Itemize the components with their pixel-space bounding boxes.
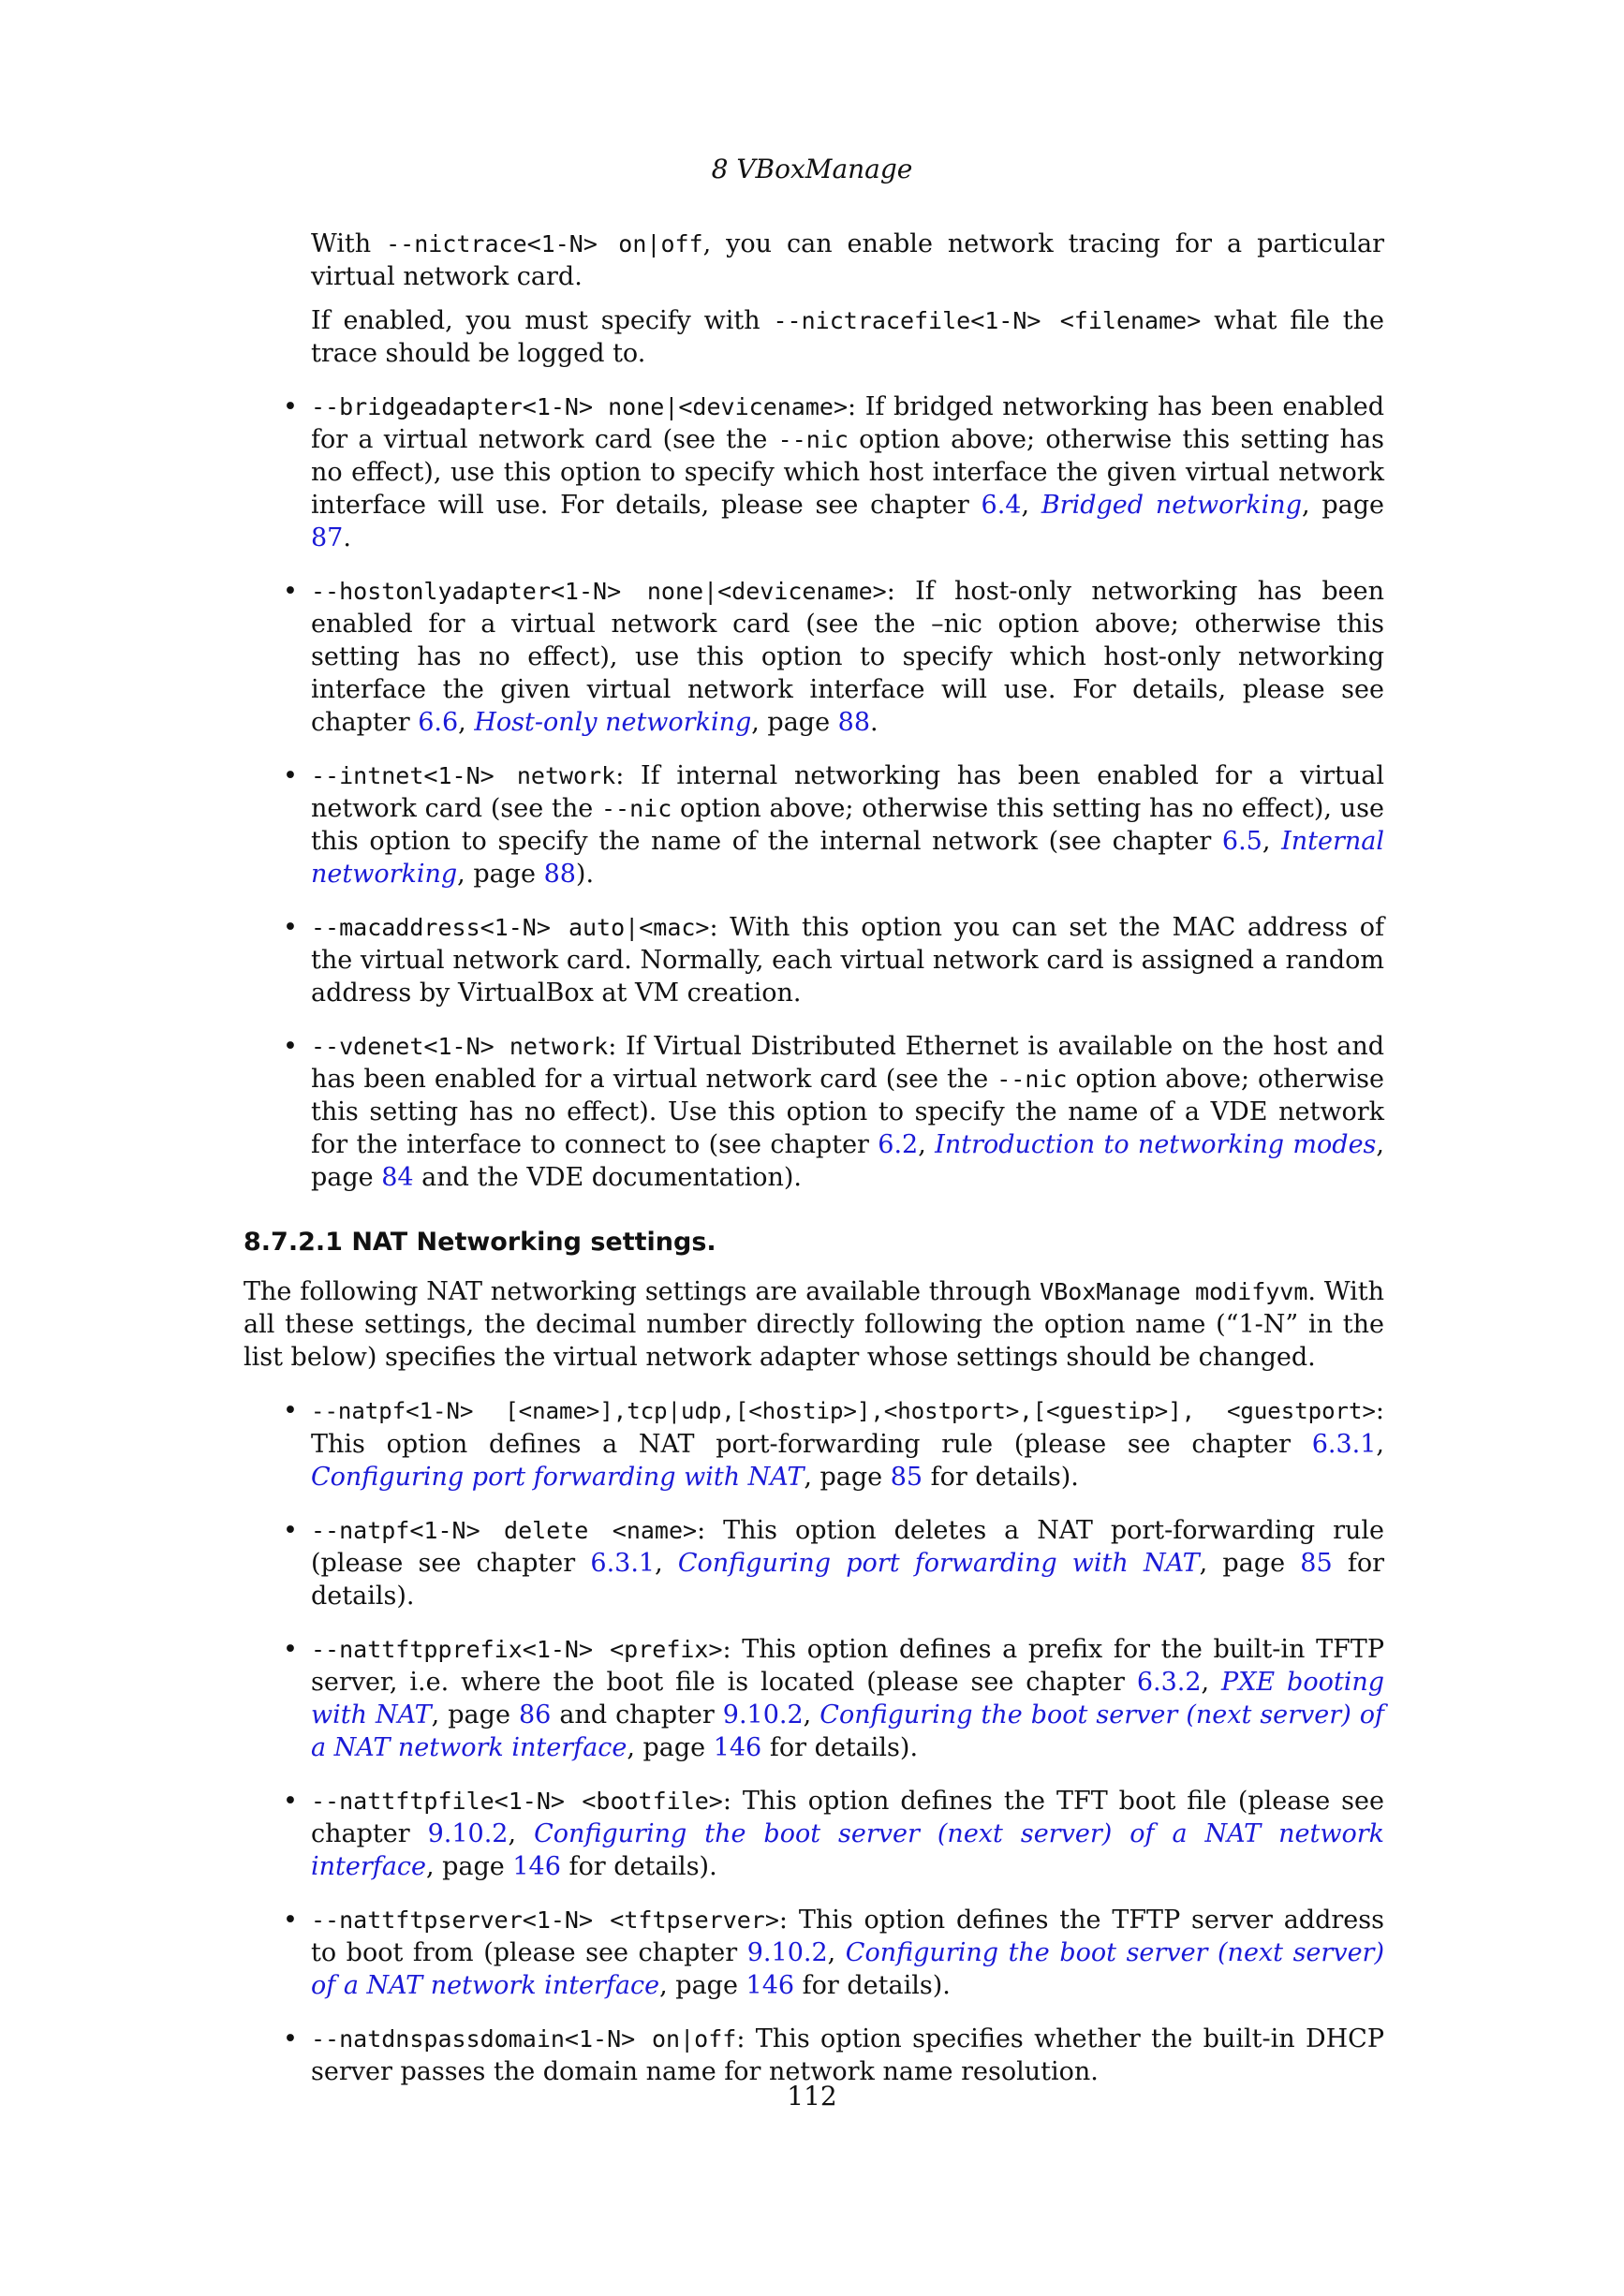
option-code: --nattftpserver<1-N> <tftpserver>	[311, 1906, 779, 1934]
section-title-link[interactable]: Configuring port forwarding with NAT	[311, 1463, 805, 1492]
list-item-macaddress	[244, 911, 1384, 1009]
option-code: --nic	[777, 426, 849, 453]
list-item-natpf	[244, 1394, 1384, 1494]
text: ,	[918, 1130, 936, 1159]
section-title-link[interactable]: Configuring port forwarding with NAT	[677, 1549, 1200, 1578]
text: , page	[1302, 491, 1384, 520]
text: , page	[457, 860, 544, 889]
option-code: --nattftpprefix<1-N> <prefix>	[311, 1636, 723, 1663]
text: , page	[659, 1971, 746, 2000]
text: for details).	[923, 1463, 1079, 1492]
text: .	[870, 708, 878, 737]
text: for details).	[311, 1549, 1384, 1611]
text: ,	[803, 1700, 820, 1729]
running-header: 8 VBoxManage	[711, 154, 913, 184]
text: and chapter	[551, 1700, 723, 1729]
chapter-ref-link[interactable]: 6.5	[1221, 827, 1262, 856]
chapter-ref-link[interactable]: 6.3.1	[1311, 1430, 1377, 1459]
text: , page	[751, 708, 838, 737]
list-item-vdenet	[244, 1030, 1384, 1194]
list-item-natdnspassdomain	[244, 2023, 1384, 2088]
page-ref-link[interactable]: 146	[512, 1852, 561, 1881]
page-body	[244, 228, 1384, 2109]
chapter-ref-link[interactable]: 6.3.2	[1136, 1668, 1202, 1697]
section-title-link[interactable]: Introduction to networking modes	[935, 1130, 1377, 1159]
option-code: --nic	[997, 1066, 1068, 1093]
list-item-nattftpfile	[244, 1785, 1384, 1883]
option-code: --natpf<1-N> delete <name>	[311, 1517, 698, 1544]
text: , page	[425, 1852, 513, 1881]
text: and the VDE documentation).	[413, 1163, 802, 1192]
intro-paragraph-2	[311, 304, 1384, 370]
section-title-link[interactable]: Configuring the boot server (next server) of a NAT network interface	[311, 1819, 1384, 1881]
text: ,	[1376, 1430, 1384, 1459]
list-item-natpf-delete	[244, 1514, 1384, 1612]
page-ref-link[interactable]: 85	[1300, 1549, 1333, 1578]
option-code: --vdenet<1-N> network	[311, 1033, 609, 1060]
section-heading: 8.7.2.1 NAT Networking settings.	[244, 1228, 716, 1257]
text: ,	[1262, 827, 1282, 856]
option-code: --nictracefile<1-N> <filename>	[773, 307, 1202, 334]
text: If enabled, you must specify with	[311, 306, 774, 335]
text: : If Virtual Distributed Ethernet is available on the host and has been enabled for a virtual network card (see the	[311, 1032, 1384, 1094]
page-ref-link[interactable]: 146	[746, 1971, 795, 2000]
option-code: --nattftpfile<1-N> <bootfile>	[311, 1788, 723, 1815]
text: .	[343, 523, 351, 552]
text: for details).	[761, 1733, 919, 1762]
list-item-nattftpprefix	[244, 1633, 1384, 1764]
text: , page	[431, 1700, 519, 1729]
text: : This option deletes a NAT port-forwarding rule (please see chapter	[311, 1516, 1384, 1578]
section-title-link[interactable]: Configuring the boot server (next server) of a NAT network interface	[311, 1700, 1384, 1762]
chapter-ref-link[interactable]: 9.10.2	[746, 1938, 828, 1967]
chapter-ref-link[interactable]: 9.10.2	[722, 1700, 804, 1729]
text: , you can enable network tracing for a particular virtual network card.	[311, 229, 1384, 291]
option-code: --hostonlyadapter<1-N> none|<devicename>	[311, 578, 887, 605]
page-ref-link[interactable]: 86	[518, 1700, 552, 1729]
page-ref-link[interactable]: 87	[311, 523, 344, 552]
text: option above; otherwise this setting has no effect). Use this option to specify the name of a VDE network for the interface to connect to (see chapter	[311, 1065, 1385, 1159]
text: : If host-only networking has been enabled for a virtual network card (see the –nic option above; otherwise this setting has no effect), use this option to specify which host-only networking interface the given virtual network interface will use. For details, please see chapter	[311, 577, 1384, 737]
page-ref-link[interactable]: 146	[713, 1733, 762, 1762]
option-code: --nictrace<1-N> on|off	[386, 230, 703, 258]
list-item-hostonlyadapter	[244, 575, 1384, 739]
text: : This option defines a prefix for the built-in TFTP server, i.e. where the boot file is located (please see chapter	[311, 1635, 1384, 1697]
page-number: 112	[787, 2081, 837, 2112]
section-title-link[interactable]: Configuring the boot server (next server) of a NAT network interface	[311, 1938, 1384, 2000]
text: for details).	[560, 1852, 717, 1881]
text: for details).	[794, 1971, 951, 2000]
option-code: --nic	[601, 795, 672, 822]
text: , page	[627, 1733, 714, 1762]
text: ).	[575, 860, 595, 889]
option-code: --bridgeadapter<1-N> none|<devicename>	[311, 393, 848, 420]
chapter-ref-link[interactable]: 6.4	[981, 491, 1022, 520]
intro-paragraph-1	[311, 228, 1384, 293]
option-code: --natdnspassdomain<1-N> on|off	[311, 2025, 737, 2053]
text: : This option defines the TFTP server address to boot from (please see chapter	[311, 1906, 1384, 1967]
text: , page	[804, 1463, 891, 1492]
text: . With all these settings, the decimal number directly following the option name (“1-N” in the list below) specifies the virtual network adapter whose settings should be changed.	[244, 1277, 1385, 1372]
text: ,	[1201, 1668, 1222, 1697]
text: : If bridged networking has been enabled for a virtual network card (see the	[311, 392, 1384, 454]
option-code: --natpf<1-N> [<name>],tcp|udp,[<hostip>],<hostport>,[<guestip>], <guestport>	[311, 1398, 1376, 1424]
text: ,	[655, 1549, 678, 1578]
intro-block	[244, 228, 1384, 370]
text: option above; otherwise this setting has no effect), use this option to specify which host interface the given virtual network interface will use. For details, please see chapter	[311, 425, 1384, 520]
section-title-link[interactable]: Internal networking	[311, 827, 1384, 889]
option-code: --macaddress<1-N> auto|<mac>	[311, 914, 710, 941]
text: : This option defines the TFT boot file (please see chapter	[311, 1787, 1384, 1848]
page-ref-link[interactable]: 88	[837, 708, 870, 737]
page-ref-link[interactable]: 84	[381, 1163, 414, 1192]
section-title-link[interactable]: PXE booting with NAT	[311, 1668, 1385, 1729]
section-title-link[interactable]: Bridged networking	[1041, 491, 1302, 520]
page-ref-link[interactable]: 88	[543, 860, 576, 889]
text: ,	[508, 1819, 535, 1848]
text: : This option defines a NAT port-forwarding rule (please see chapter	[311, 1396, 1384, 1459]
list-item-intnet	[244, 759, 1384, 890]
section-intro-paragraph	[244, 1275, 1384, 1374]
chapter-ref-link[interactable]: 6.6	[418, 708, 459, 737]
chapter-ref-link[interactable]: 6.3.1	[590, 1549, 656, 1578]
list-item-nattftpserver	[244, 1904, 1384, 2002]
list-item-bridgeadapter	[244, 390, 1384, 554]
command-code: VBoxManage modifyvm	[1040, 1278, 1308, 1305]
text: option above; otherwise this setting has no effect), use this option to specify the name of the internal network (see chapter	[311, 794, 1384, 856]
option-code: --intnet<1-N> network	[311, 762, 616, 789]
chapter-ref-link[interactable]: 9.10.2	[427, 1819, 509, 1848]
text: , page	[1199, 1549, 1301, 1578]
chapter-ref-link[interactable]: 6.2	[878, 1130, 919, 1159]
section-title-link[interactable]: Host-only networking	[474, 708, 752, 737]
text: : If internal networking has been enabled for a virtual network card (see the	[311, 761, 1384, 823]
network-options-list	[244, 390, 1384, 1194]
text: what file the trace should be logged to.	[311, 306, 1384, 368]
text: ,	[827, 1938, 846, 1967]
text: ,	[458, 708, 475, 737]
nat-options-list	[244, 1394, 1384, 2088]
text: : With this option you can set the MAC address of the virtual network card. Normally, each virtual network card is assigned a random address by VirtualBox at VM creation.	[311, 913, 1384, 1008]
page-ref-link[interactable]: 85	[890, 1463, 923, 1492]
text: The following NAT networking settings are available through	[244, 1277, 1041, 1306]
text: : This option specifies whether the built-in DHCP server passes the domain name for network name resolution.	[311, 2024, 1385, 2086]
text: , page	[311, 1130, 1384, 1192]
text: ,	[1021, 491, 1041, 520]
text: With	[311, 229, 387, 258]
